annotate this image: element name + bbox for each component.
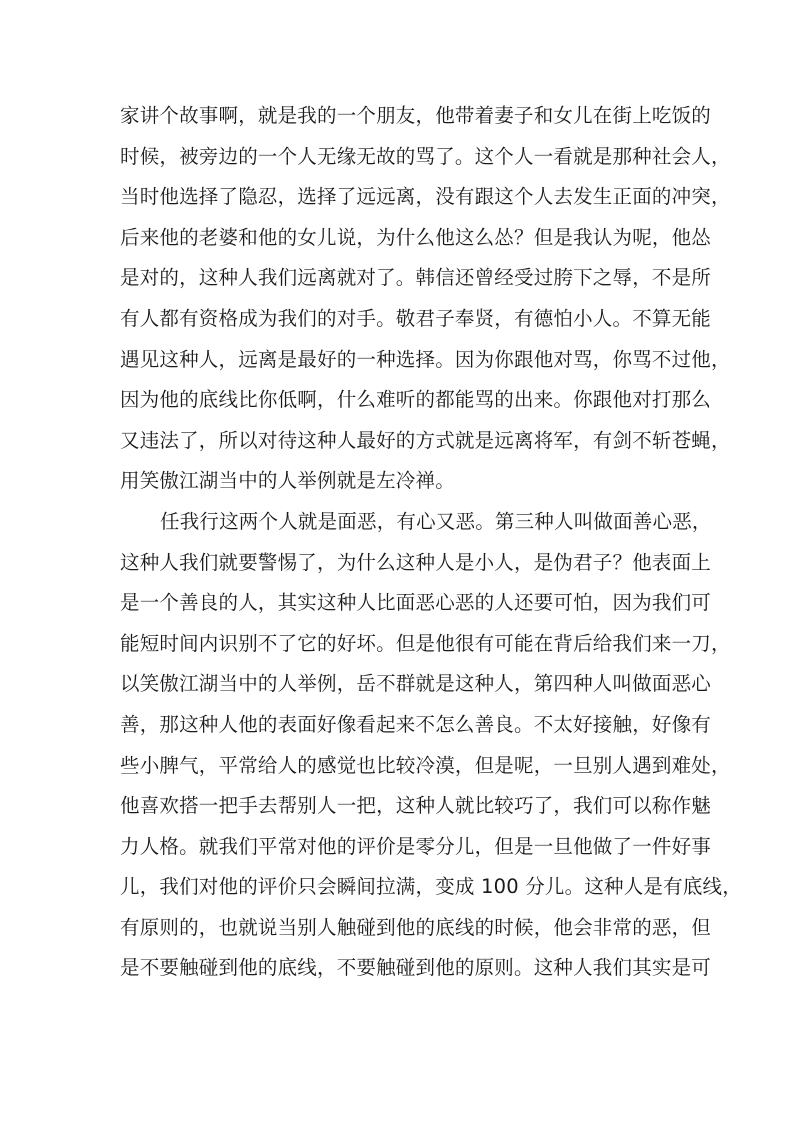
text-line: 遇见这种人，远离是最好的一种选择。因为你跟他对骂，你骂不过他，	[120, 347, 731, 371]
text-line: 些小脾气，平常给人的感觉也比较冷漠，但是呢，一旦别人遇到难处，	[120, 753, 731, 777]
text-line: 是一个善良的人，其实这种人比面恶心恶的人还要可怕，因为我们可	[120, 591, 712, 615]
text-line: 用笑傲江湖当中的人举例就是左冷禅。	[120, 469, 455, 493]
body-text	[120, 96, 742, 989]
text-line: 儿，我们对他的评价只会瞬间拉满，变成 100 分儿。这种人是有底线，	[120, 875, 742, 899]
paragraph-1	[120, 96, 731, 502]
text-line: 这种人我们就要警惕了，为什么这种人是小人，是伪君子？他表面上	[120, 550, 712, 574]
text-line: 能短时间内识别不了它的好坏。但是他很有可能在背后给我们来一刀，	[120, 631, 731, 655]
text-line: 是不要触碰到他的底线，不要触碰到他的原则。这种人我们其实是可	[120, 956, 712, 980]
text-line: 他喜欢搭一把手去帮别人一把，这种人就比较巧了，我们可以称作魅	[120, 794, 712, 818]
text-line: 善，那这种人他的表面好像看起来不怎么善良。不太好接触，好像有	[120, 712, 712, 736]
paragraph-2	[120, 502, 742, 989]
text-line: 因为他的底线比你低啊，什么难听的都能骂的出来。你跟他对打那么	[120, 388, 712, 412]
text-line: 后来他的老婆和他的女儿说，为什么他这么怂？但是我认为呢，他怂	[120, 225, 712, 249]
text-line: 当时他选择了隐忍，选择了远远离，没有跟这个人去发生正面的冲突，	[120, 185, 731, 209]
text-line: 时候，被旁边的一个人无缘无故的骂了。这个人一看就是那种社会人，	[120, 144, 731, 168]
text-line: 力人格。就我们平常对他的评价是零分儿，但是一旦他做了一件好事	[120, 834, 712, 858]
text-line: 又违法了，所以对待这种人最好的方式就是远离将军，有剑不斩苍蝇，	[120, 428, 731, 452]
text-line: 是对的，这种人我们远离就对了。韩信还曾经受过胯下之辱，不是所	[120, 266, 712, 290]
text-line: 以笑傲江湖当中的人举例，岳不群就是这种人，第四种人叫做面恶心	[120, 672, 712, 696]
text-line: 有原则的，也就说当别人触碰到他的底线的时候，他会非常的恶，但	[120, 915, 712, 939]
text-line-indented: 任我行这两个人就是面恶，有心又恶。第三种人叫做面善心恶，	[160, 509, 712, 533]
text-line: 家讲个故事啊，就是我的一个朋友，他带着妻子和女儿在街上吃饭的	[120, 104, 712, 127]
text-line: 有人都有资格成为我们的对手。敬君子奉贤，有德怕小人。不算无能	[120, 306, 712, 330]
